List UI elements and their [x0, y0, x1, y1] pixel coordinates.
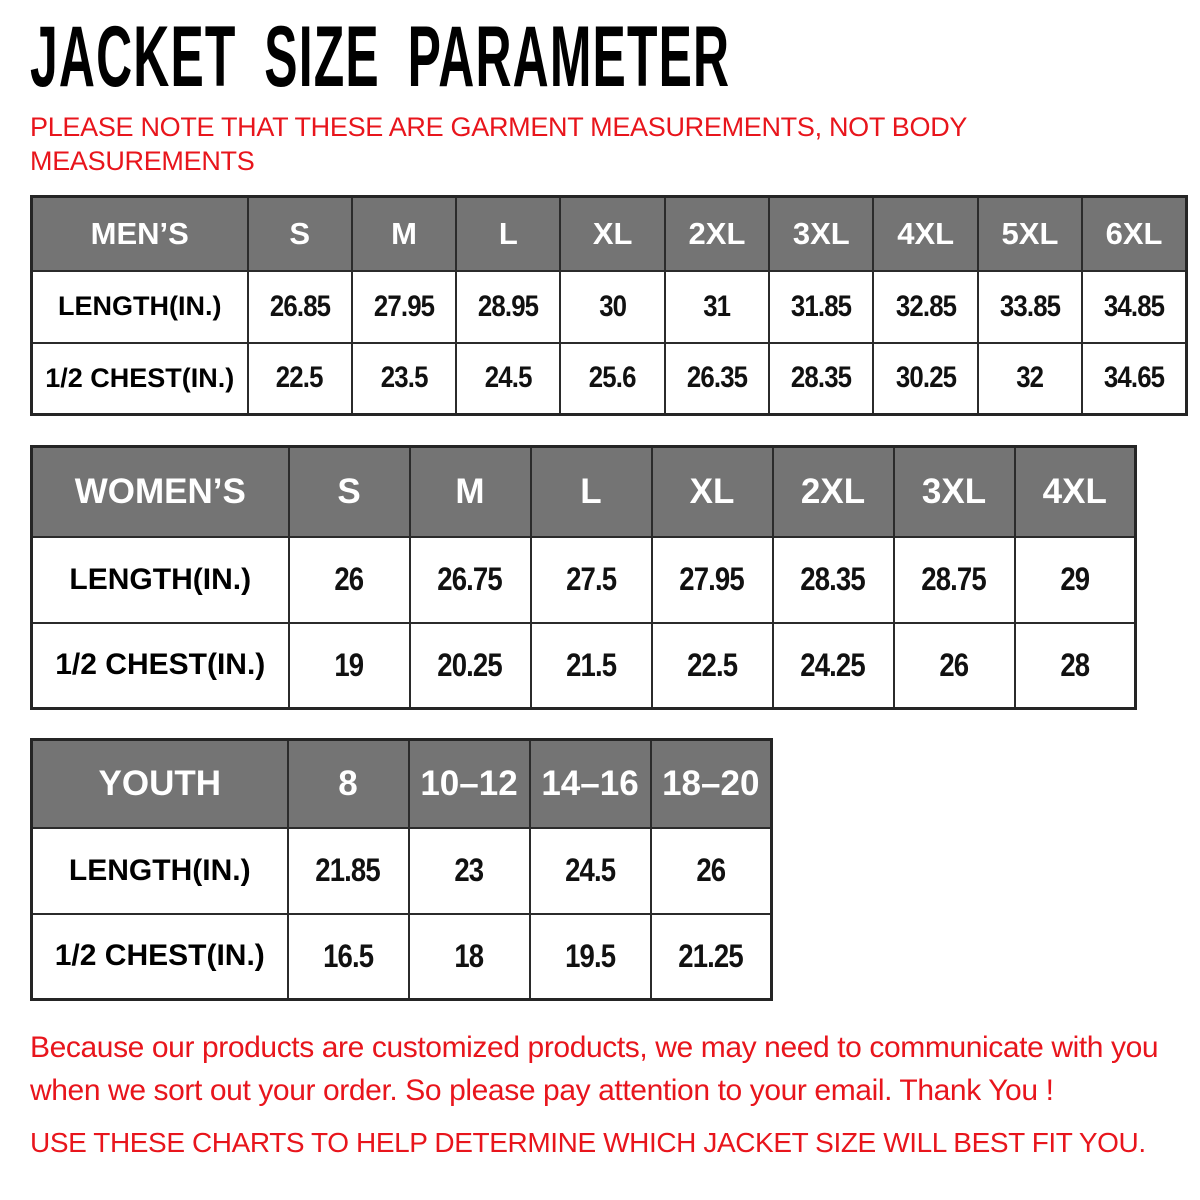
value-cell — [288, 914, 409, 1000]
fit-advice-text: USE THESE CHARTS TO HELP DETERMINE WHICH JACKET SIZE WILL BEST FIT YOU. — [30, 1127, 1146, 1158]
size-header-cell: M — [410, 447, 531, 537]
size-header-cell: 10–12 — [409, 740, 530, 828]
value-text: 28.35 — [791, 361, 852, 395]
value-cell — [530, 914, 651, 1000]
value-text: 18 — [454, 937, 484, 974]
header-row — [32, 197, 1187, 271]
header-row — [32, 447, 1136, 537]
value-cell — [352, 271, 456, 343]
value-cell — [769, 271, 873, 343]
value-cell — [894, 623, 1015, 709]
value-cell — [410, 537, 531, 623]
size-header-cell: L — [456, 197, 560, 271]
row-label-cell: LENGTH(IN.) — [32, 271, 248, 343]
value-cell — [651, 914, 772, 1000]
value-text: 26.85 — [269, 289, 330, 323]
header-row — [32, 740, 772, 828]
size-header-cell: 4XL — [1015, 447, 1136, 537]
value-text: 22.5 — [686, 646, 738, 683]
value-cell — [248, 343, 352, 415]
value-cell — [531, 537, 652, 623]
size-header-cell: L — [531, 447, 652, 537]
value-text: 34.85 — [1103, 289, 1165, 323]
size-header-cell: 4XL — [873, 197, 977, 271]
value-text: 28.75 — [921, 561, 987, 597]
value-cell — [530, 828, 651, 914]
value-cell — [409, 828, 530, 914]
value-text: 31.85 — [791, 289, 852, 323]
value-cell — [410, 623, 531, 709]
table-title-cell: MEN’S — [32, 197, 248, 271]
value-text: 23.5 — [380, 361, 428, 395]
page-title: JACKET SIZE PARAMETER — [30, 9, 731, 105]
value-text: 24.25 — [800, 646, 866, 683]
value-cell — [773, 537, 894, 623]
value-cell — [289, 537, 410, 623]
value-cell — [769, 343, 873, 415]
womens-size-table — [30, 445, 1137, 710]
value-text: 21.5 — [565, 646, 617, 683]
value-cell — [873, 271, 977, 343]
size-header-cell: 5XL — [978, 197, 1082, 271]
customization-notice-line-2: when we sort out your order. So please pay attention to your email. Thank You ! — [30, 1074, 1054, 1107]
value-text: 30 — [599, 289, 627, 323]
value-text: 33.85 — [999, 289, 1061, 323]
measurement-row — [32, 914, 772, 1000]
value-cell — [1015, 537, 1136, 623]
size-header-cell: 2XL — [665, 197, 769, 271]
value-text: 19.5 — [564, 937, 616, 974]
value-cell — [652, 537, 773, 623]
note-line-1: PLEASE NOTE THAT THESE ARE GARMENT MEASUREMENTS, NOT BODY — [30, 112, 968, 142]
value-cell — [352, 343, 456, 415]
value-text: 30.25 — [895, 361, 956, 395]
value-cell — [894, 537, 1015, 623]
value-cell — [456, 343, 560, 415]
value-text: 27.95 — [373, 289, 435, 323]
row-label-cell: 1/2 CHEST(IN.) — [32, 343, 248, 415]
value-cell — [531, 623, 652, 709]
garment-measurement-note — [30, 110, 967, 178]
value-text: 26.75 — [437, 561, 503, 597]
row-label-cell: 1/2 CHEST(IN.) — [32, 623, 289, 709]
size-header-cell: 14–16 — [530, 740, 651, 828]
size-header-cell: XL — [652, 447, 773, 537]
measurement-row — [32, 343, 1187, 415]
value-text: 31 — [703, 289, 731, 323]
value-text: 25.6 — [589, 361, 637, 395]
row-label-cell: LENGTH(IN.) — [32, 537, 289, 623]
value-text: 26.35 — [686, 361, 748, 395]
value-cell — [1082, 343, 1186, 415]
value-cell — [978, 271, 1082, 343]
value-text: 24.5 — [484, 361, 532, 395]
size-header-cell: 2XL — [773, 447, 894, 537]
value-cell — [978, 343, 1082, 415]
row-label-cell: 1/2 CHEST(IN.) — [32, 914, 288, 1000]
size-header-cell: S — [289, 447, 410, 537]
value-text: 26 — [334, 561, 364, 597]
value-text: 23 — [454, 852, 484, 888]
measurement-row — [32, 623, 1136, 709]
value-cell — [1015, 623, 1136, 709]
value-text: 29 — [1060, 561, 1090, 597]
value-text: 24.5 — [564, 852, 616, 888]
customization-notice-line-1: Because our products are customized products, we may need to communicate with you — [30, 1031, 1159, 1064]
value-cell — [289, 623, 410, 709]
size-header-cell: 6XL — [1082, 197, 1186, 271]
value-cell — [652, 623, 773, 709]
size-header-cell: S — [248, 197, 352, 271]
value-text: 21.25 — [678, 937, 744, 974]
value-cell — [560, 271, 664, 343]
value-cell — [665, 271, 769, 343]
value-text: 16.5 — [322, 937, 374, 974]
value-cell — [1082, 271, 1186, 343]
note-line-2: MEASUREMENTS — [30, 146, 255, 176]
value-text: 32.85 — [895, 289, 956, 323]
measurement-row — [32, 271, 1187, 343]
value-cell — [773, 623, 894, 709]
value-cell — [288, 828, 409, 914]
value-cell — [248, 271, 352, 343]
size-header-cell: XL — [560, 197, 664, 271]
value-cell — [665, 343, 769, 415]
value-text: 32 — [1016, 361, 1044, 395]
value-text: 20.25 — [437, 646, 503, 683]
size-header-cell: M — [352, 197, 456, 271]
size-header-cell: 18–20 — [651, 740, 772, 828]
value-cell — [651, 828, 772, 914]
value-text: 34.65 — [1103, 361, 1165, 395]
value-text: 22.5 — [276, 361, 324, 395]
value-cell — [560, 343, 664, 415]
value-text: 26 — [696, 852, 726, 888]
youth-size-table — [30, 738, 773, 1001]
value-cell — [873, 343, 977, 415]
value-text: 27.95 — [679, 561, 745, 597]
row-label-cell: LENGTH(IN.) — [32, 828, 288, 914]
size-header-cell: 3XL — [894, 447, 1015, 537]
size-header-cell: 8 — [288, 740, 409, 828]
value-text: 28 — [1060, 646, 1090, 683]
value-cell — [409, 914, 530, 1000]
mens-size-table — [30, 195, 1188, 416]
value-text: 21.85 — [315, 852, 381, 888]
value-text: 26 — [939, 646, 969, 683]
measurement-row — [32, 537, 1136, 623]
customization-notice — [30, 1026, 1158, 1112]
measurement-row — [32, 828, 772, 914]
table-title-cell: WOMEN’S — [32, 447, 289, 537]
value-text: 27.5 — [565, 561, 617, 597]
size-header-cell: 3XL — [769, 197, 873, 271]
value-text: 28.35 — [800, 561, 866, 597]
value-text: 19 — [334, 646, 364, 683]
table-title-cell: YOUTH — [32, 740, 288, 828]
value-cell — [456, 271, 560, 343]
value-text: 28.95 — [478, 289, 539, 323]
